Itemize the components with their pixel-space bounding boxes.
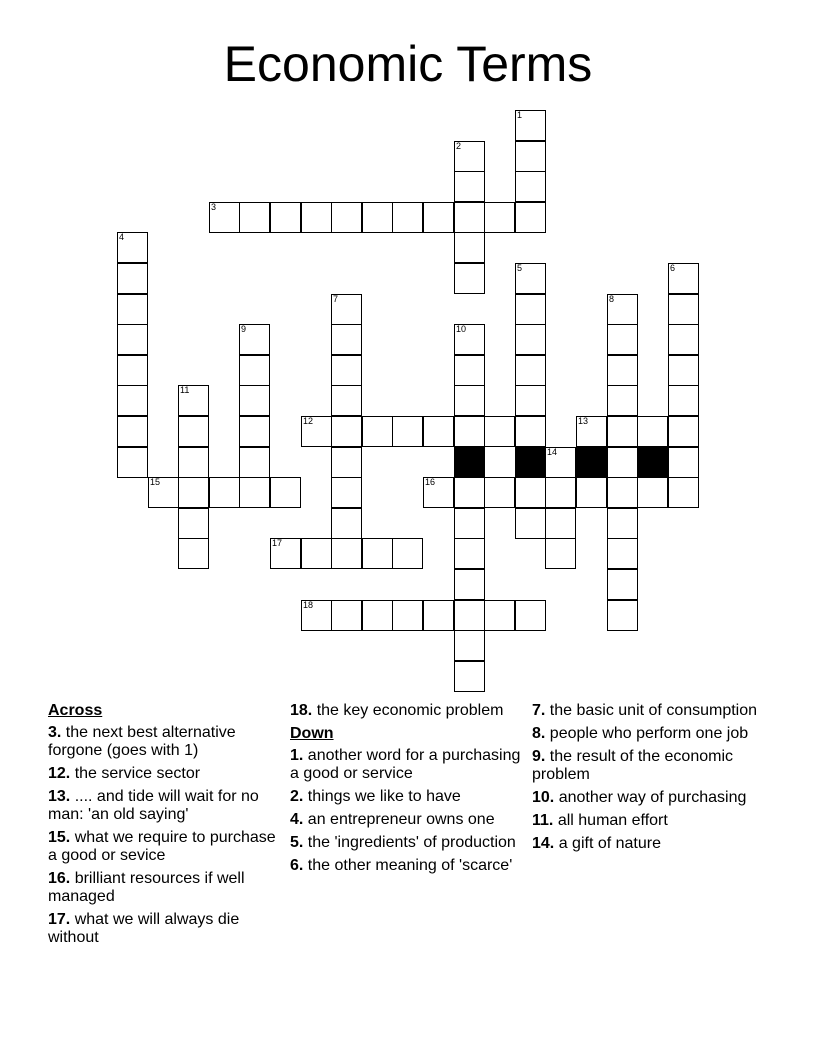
- clue-number-label: 7: [333, 294, 339, 304]
- grid-cell[interactable]: [515, 202, 546, 233]
- clue-down-2: [290, 788, 530, 806]
- grid-cell[interactable]: [423, 600, 454, 631]
- grid-cell[interactable]: [668, 477, 699, 508]
- clue-across-16: [48, 870, 278, 906]
- grid-cell[interactable]: [607, 294, 638, 325]
- grid-cell[interactable]: [576, 477, 607, 508]
- clue-text: brilliant resources if well managed: [48, 870, 245, 905]
- grid-cell[interactable]: [576, 416, 607, 447]
- grid-cell[interactable]: [668, 416, 699, 447]
- grid-cell[interactable]: [331, 538, 362, 569]
- clue-across-3: [48, 724, 278, 760]
- grid-cell[interactable]: [117, 294, 148, 325]
- grid-cell[interactable]: [178, 508, 209, 539]
- grid-cell[interactable]: [239, 477, 270, 508]
- grid-cell[interactable]: [209, 202, 240, 233]
- clue-number: 2.: [290, 788, 304, 805]
- clue-number: 13.: [48, 788, 71, 805]
- clue-number: 9.: [532, 748, 546, 765]
- clue-number-label: 14: [547, 447, 558, 457]
- grid-cell[interactable]: [454, 477, 485, 508]
- grid-cell[interactable]: [515, 110, 546, 141]
- clue-across-15: [48, 829, 278, 865]
- grid-cell[interactable]: [545, 447, 576, 478]
- grid-cell[interactable]: [515, 355, 546, 386]
- grid-cell[interactable]: [117, 263, 148, 294]
- down-header: Down: [290, 725, 334, 742]
- clue-down-14: [532, 835, 772, 853]
- grid-cell[interactable]: [331, 355, 362, 386]
- grid-cell[interactable]: [239, 447, 270, 478]
- grid-cell[interactable]: [178, 538, 209, 569]
- clue-down-5: [290, 834, 530, 852]
- grid-cell[interactable]: [454, 171, 485, 202]
- grid-cell[interactable]: [239, 355, 270, 386]
- clue-text: the other meaning of 'scarce': [307, 857, 513, 874]
- grid-cell[interactable]: [668, 263, 699, 294]
- clue-text: things we like to have: [307, 788, 461, 805]
- black-square: [454, 447, 485, 478]
- grid-cell[interactable]: [668, 294, 699, 325]
- grid-cell[interactable]: [454, 569, 485, 600]
- clue-number-label: 10: [456, 324, 467, 334]
- clue-text: the next best alternative forgone (goes with 1): [48, 724, 236, 759]
- grid-cell[interactable]: [178, 385, 209, 416]
- clue-number: 14.: [532, 835, 555, 852]
- clue-across-18: [290, 702, 530, 720]
- grid-cell[interactable]: [301, 202, 332, 233]
- grid-cell[interactable]: [270, 477, 301, 508]
- grid-cell[interactable]: [331, 477, 362, 508]
- grid-cell[interactable]: [484, 202, 515, 233]
- grid-cell[interactable]: [515, 294, 546, 325]
- grid-cell[interactable]: [392, 600, 423, 631]
- grid-cell[interactable]: [209, 477, 240, 508]
- clue-down-6: [290, 857, 530, 875]
- clue-number: 3.: [48, 724, 62, 741]
- grid-cell[interactable]: [515, 263, 546, 294]
- grid-cell[interactable]: [454, 630, 485, 661]
- grid-cell[interactable]: [301, 600, 332, 631]
- grid-cell[interactable]: [668, 324, 699, 355]
- grid-cell[interactable]: [423, 477, 454, 508]
- grid-cell[interactable]: [607, 600, 638, 631]
- grid-cell[interactable]: [607, 569, 638, 600]
- grid-cell[interactable]: [117, 324, 148, 355]
- grid-cell[interactable]: [331, 508, 362, 539]
- grid-cell[interactable]: [515, 324, 546, 355]
- grid-cell[interactable]: [454, 508, 485, 539]
- grid-cell[interactable]: [484, 600, 515, 631]
- clue-number-label: 8: [609, 294, 615, 304]
- grid-cell[interactable]: [607, 508, 638, 539]
- grid-cell[interactable]: [607, 324, 638, 355]
- clue-number-label: 9: [241, 324, 247, 334]
- clue-text: the service sector: [74, 765, 201, 782]
- grid-cell[interactable]: [392, 538, 423, 569]
- clue-number: 16.: [48, 870, 71, 887]
- clue-text: the key economic problem: [316, 702, 504, 719]
- grid-cell[interactable]: [515, 477, 546, 508]
- grid-cell[interactable]: [515, 600, 546, 631]
- grid-cell[interactable]: [423, 202, 454, 233]
- clue-number-label: 18: [303, 600, 314, 610]
- clue-number-label: 12: [303, 416, 314, 426]
- grid-cell[interactable]: [607, 385, 638, 416]
- grid-cell[interactable]: [178, 447, 209, 478]
- clue-across-13: [48, 788, 278, 824]
- clue-number-label: 17: [272, 538, 283, 548]
- clue-number: 5.: [290, 834, 304, 851]
- grid-cell[interactable]: [515, 385, 546, 416]
- grid-cell[interactable]: [331, 385, 362, 416]
- grid-cell[interactable]: [454, 263, 485, 294]
- clues-column-2: [290, 700, 530, 880]
- grid-cell[interactable]: [637, 416, 668, 447]
- clue-text: all human effort: [557, 812, 668, 829]
- clue-down-10: [532, 789, 772, 807]
- clue-number: 11.: [532, 812, 554, 829]
- grid-cell[interactable]: [362, 416, 393, 447]
- grid-cell[interactable]: [607, 477, 638, 508]
- grid-cell[interactable]: [117, 385, 148, 416]
- clue-text: what we require to purchase a good or sevice: [48, 829, 276, 864]
- clue-number: 12.: [48, 765, 71, 782]
- grid-cell[interactable]: [607, 416, 638, 447]
- clue-number-label: 3: [211, 202, 217, 212]
- clue-down-11: [532, 812, 772, 830]
- grid-cell[interactable]: [331, 600, 362, 631]
- grid-cell[interactable]: [148, 477, 179, 508]
- grid-cell[interactable]: [454, 661, 485, 692]
- grid-cell[interactable]: [607, 447, 638, 478]
- clue-number: 17.: [48, 911, 71, 928]
- clues-column-1: [48, 700, 278, 952]
- clue-down-4: [290, 811, 530, 829]
- grid-cell[interactable]: [362, 202, 393, 233]
- grid-cell[interactable]: [484, 416, 515, 447]
- clue-text: people who perform one job: [549, 725, 749, 742]
- grid-cell[interactable]: [454, 385, 485, 416]
- grid-cell[interactable]: [668, 385, 699, 416]
- grid-cell[interactable]: [637, 477, 668, 508]
- grid-cell[interactable]: [607, 538, 638, 569]
- grid-cell[interactable]: [515, 416, 546, 447]
- clue-number: 18.: [290, 702, 313, 719]
- grid-cell[interactable]: [239, 324, 270, 355]
- grid-cell[interactable]: [454, 202, 485, 233]
- grid-cell[interactable]: [117, 416, 148, 447]
- clue-number-label: 6: [670, 263, 676, 273]
- clue-number: 4.: [290, 811, 304, 828]
- clue-number: 15.: [48, 829, 71, 846]
- grid-cell[interactable]: [454, 538, 485, 569]
- clue-text: what we will always die without: [48, 911, 240, 946]
- clue-text: .... and tide will wait for no man: 'an old saying': [48, 788, 259, 823]
- grid-cell[interactable]: [117, 355, 148, 386]
- clue-number: 1.: [290, 747, 304, 764]
- clue-text: a gift of nature: [558, 835, 661, 852]
- grid-cell[interactable]: [392, 416, 423, 447]
- clue-text: an entrepreneur owns one: [307, 811, 495, 828]
- grid-cell[interactable]: [270, 538, 301, 569]
- grid-cell[interactable]: [270, 202, 301, 233]
- clue-number-label: 16: [425, 477, 436, 487]
- black-square: [515, 447, 546, 478]
- clue-number: 7.: [532, 702, 546, 719]
- clue-text: the basic unit of consumption: [549, 702, 758, 719]
- puzzle-title: Economic Terms: [223, 36, 593, 92]
- black-square: [576, 447, 607, 478]
- clue-number-label: 15: [150, 477, 161, 487]
- grid-cell[interactable]: [331, 447, 362, 478]
- grid-cell[interactable]: [454, 600, 485, 631]
- clue-text: another word for a purchasing a good or service: [290, 747, 521, 782]
- clues-column-3: [532, 700, 772, 858]
- grid-cell[interactable]: [515, 508, 546, 539]
- grid-cell[interactable]: [239, 385, 270, 416]
- clue-number: 10.: [532, 789, 555, 806]
- grid-cell[interactable]: [454, 355, 485, 386]
- grid-cell[interactable]: [545, 538, 576, 569]
- black-square: [637, 447, 668, 478]
- grid-cell[interactable]: [331, 324, 362, 355]
- grid-cell[interactable]: [484, 477, 515, 508]
- grid-cell[interactable]: [454, 416, 485, 447]
- clue-across-17: [48, 911, 278, 947]
- grid-cell[interactable]: [545, 508, 576, 539]
- grid-cell[interactable]: [454, 141, 485, 172]
- across-header: Across: [48, 702, 103, 719]
- grid-cell[interactable]: [668, 355, 699, 386]
- grid-cell[interactable]: [117, 447, 148, 478]
- clue-number-label: 4: [119, 232, 125, 242]
- grid-cell[interactable]: [454, 232, 485, 263]
- grid-cell[interactable]: [239, 202, 270, 233]
- grid-cell[interactable]: [668, 447, 699, 478]
- clue-number-label: 1: [517, 110, 523, 120]
- clue-number-label: 2: [456, 141, 462, 151]
- clue-text: another way of purchasing: [558, 789, 747, 806]
- clue-number: 8.: [532, 725, 546, 742]
- grid-cell[interactable]: [423, 416, 454, 447]
- grid-cell[interactable]: [301, 416, 332, 447]
- clue-down-1: [290, 747, 530, 783]
- grid-cell[interactable]: [239, 416, 270, 447]
- clue-number: 6.: [290, 857, 304, 874]
- clue-number-label: 11: [180, 385, 190, 395]
- grid-cell[interactable]: [178, 477, 209, 508]
- clue-number-label: 13: [578, 416, 589, 426]
- grid-cell[interactable]: [515, 141, 546, 172]
- grid-cell[interactable]: [454, 324, 485, 355]
- grid-cell[interactable]: [301, 538, 332, 569]
- clue-down-7: [532, 702, 772, 720]
- clue-text: the result of the economic problem: [532, 748, 734, 783]
- clue-number-label: 5: [517, 263, 523, 273]
- clue-down-9: [532, 748, 772, 784]
- grid-cell[interactable]: [392, 202, 423, 233]
- grid-cell[interactable]: [515, 171, 546, 202]
- grid-cell[interactable]: [178, 416, 209, 447]
- clue-text: the 'ingredients' of production: [307, 834, 516, 851]
- grid-cell[interactable]: [607, 355, 638, 386]
- grid-cell[interactable]: [545, 477, 576, 508]
- grid-cell[interactable]: [362, 600, 393, 631]
- grid-cell[interactable]: [331, 416, 362, 447]
- grid-cell[interactable]: [117, 232, 148, 263]
- grid-cell[interactable]: [331, 202, 362, 233]
- grid-cell[interactable]: [331, 294, 362, 325]
- clue-down-8: [532, 725, 772, 743]
- grid-cell[interactable]: [362, 538, 393, 569]
- clue-across-12: [48, 765, 278, 783]
